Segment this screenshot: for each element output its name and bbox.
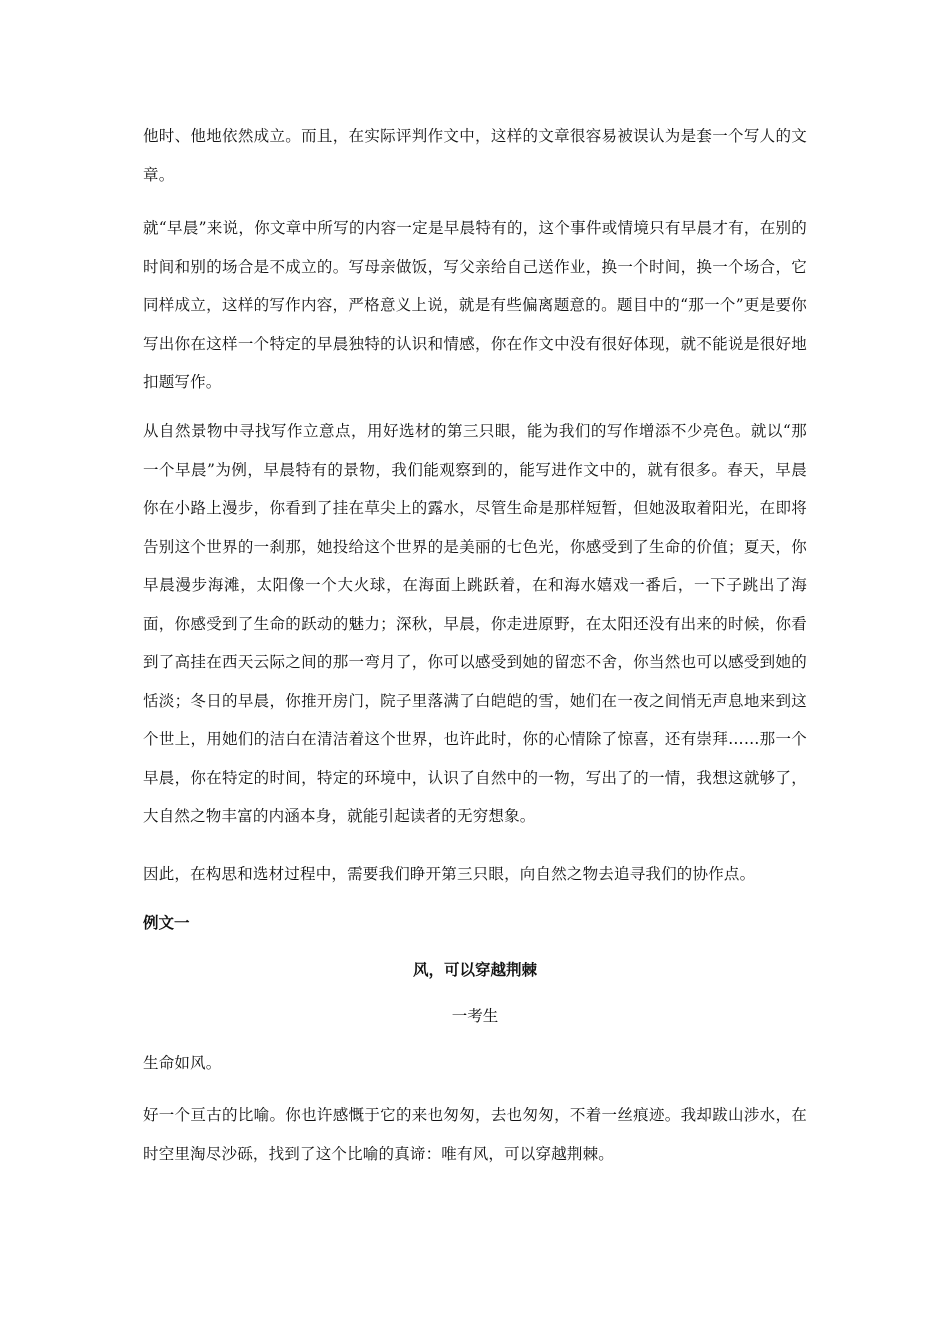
essay-author: 一考生 xyxy=(451,1007,499,1025)
body-paragraph-4: 因此，在构思和选材过程中，需要我们睁开第三只眼，向自然之物去追寻我们的协作点。 xyxy=(143,865,756,883)
body-paragraph-3: 从自然景物中寻找写作立意点，用好选材的第三只眼，能为我们的写作增添不少亮色。就以“那一个早晨”为例，早晨特有的景物，我们能观察到的，能写进作文中的，就有很多。春天，早晨你在小路上漫步，你看到了挂在草尖上的露水，尽管生命是那样短暂，但她汲取着阳光，在即将告别这个世界的一刹那，她投给这个世界的是美丽的七色光，你感受到了生命的价值；夏天，你早晨漫步海滩，太阳像一个大火球，在海面上跳跃着，在和海水嬉戏一番后，一下子跳出了海面，你感受到了生命的跃动的魅力；深秋，早晨，你走进原野，在太阳还没有出来的时候，你看到了高挂在西天云际之间的那一弯月了，你可以感受到她的留恋不舍，你当然也可以感受到她的恬淡；冬日的早晨，你推开房门，院子里落满了白皑皑的雪，她们在一夜之间悄无声息地来到这个世上，用她们的洁白在清洁着这个世界，也许此时，你的心情除了惊喜，还有崇拜……那一个早晨，你在特定的时间，特定的环境中，认识了自然中的一物，写出了的一情，我想这就够了，大自然之物丰富的内涵本身，就能引起读者的无穷想象。 xyxy=(143,422,807,825)
essay-paragraph-1: 生命如风。 xyxy=(143,1054,222,1072)
essay-paragraph-2: 好一个亘古的比喻。你也许感慨于它的来也匆匆，去也匆匆，不着一丝痕迹。我却跋山涉水，在时空里淘尽沙砾，找到了这个比喻的真谛：唯有风，可以穿越荆棘。 xyxy=(143,1106,807,1163)
body-paragraph-2: 就“早晨”来说，你文章中所写的内容一定是早晨特有的，这个事件或情境只有早晨才有，在别的时间和别的场合是不成立的。写母亲做饭，写父亲给自己送作业，换一个时间，换一个场合，它同样成立，这样的写作内容，严格意义上说，就是有些偏离题意的。题目中的“那一个”更是要你写出你在这样一个特定的早晨独特的认识和情感，你在作文中没有很好体现，就不能说是很好地扣题写作。 xyxy=(143,219,807,391)
example-label: 例文一 xyxy=(143,914,190,932)
body-paragraph-1: 他时、他地依然成立。而且，在实际评判作文中，这样的文章很容易被误认为是套一个写人的文章。 xyxy=(143,127,807,184)
essay-title: 风，可以穿越荆棘 xyxy=(412,961,537,979)
